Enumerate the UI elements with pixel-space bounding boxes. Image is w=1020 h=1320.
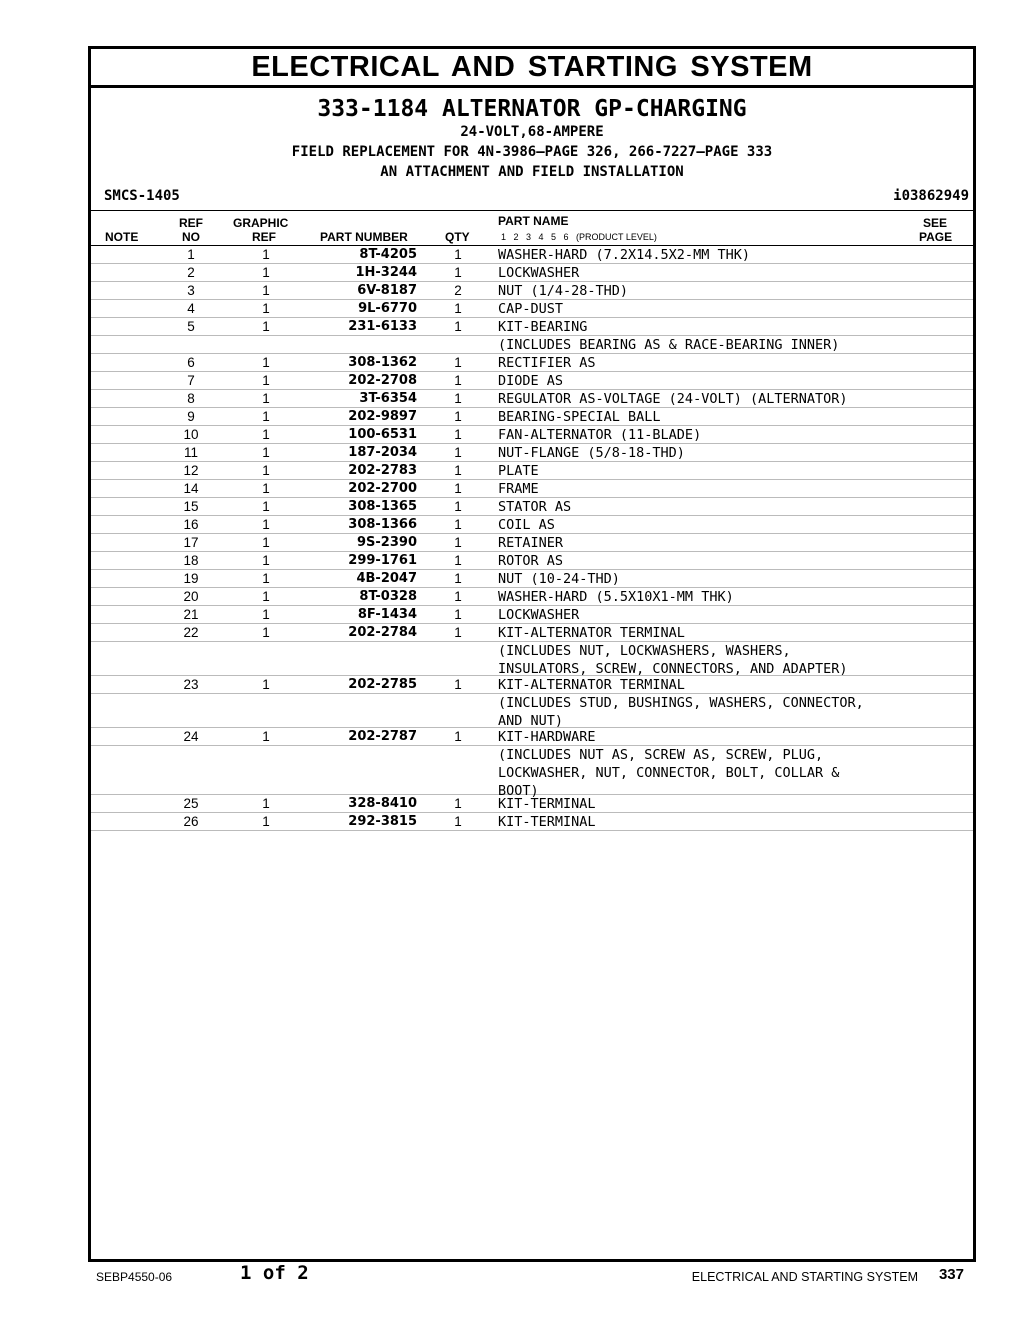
table-row bbox=[91, 462, 973, 480]
part-name: DIODE AS bbox=[498, 373, 564, 389]
col-ref-bottom: NO bbox=[182, 230, 200, 244]
page-frame bbox=[88, 46, 976, 1262]
part-number: 9S-2390 bbox=[357, 535, 417, 550]
ref-no: 12 bbox=[183, 463, 199, 478]
graphic-ref: 1 bbox=[262, 553, 270, 568]
meta-row bbox=[91, 186, 973, 211]
col-see-bottom: PAGE bbox=[919, 230, 953, 244]
part-number: 202-2783 bbox=[348, 463, 417, 478]
table-row bbox=[91, 246, 973, 264]
quantity: 2 bbox=[454, 283, 462, 298]
table-row-note bbox=[91, 694, 973, 728]
table-row bbox=[91, 354, 973, 372]
table-row bbox=[91, 480, 973, 498]
part-name: NUT (10-24-THD) bbox=[498, 571, 620, 587]
graphic-ref: 1 bbox=[262, 391, 270, 406]
part-number: 202-2784 bbox=[348, 625, 417, 640]
graphic-ref: 1 bbox=[262, 677, 270, 692]
part-number: 328-8410 bbox=[348, 796, 417, 811]
quantity: 1 bbox=[454, 625, 462, 640]
part-number: 1H-3244 bbox=[355, 265, 417, 280]
part-number: 308-1366 bbox=[348, 517, 417, 532]
part-name: (INCLUDES BEARING AS & RACE-BEARING INNER) bbox=[498, 337, 840, 353]
part-number: 8F-1434 bbox=[357, 607, 417, 622]
part-number: 6V-8187 bbox=[357, 283, 417, 298]
table-row bbox=[91, 588, 973, 606]
table-row-note bbox=[91, 746, 973, 799]
graphic-ref: 1 bbox=[262, 355, 270, 370]
quantity: 1 bbox=[454, 355, 462, 370]
ref-no: 18 bbox=[183, 553, 199, 568]
part-name: LOCKWASHER bbox=[498, 607, 580, 623]
graphic-ref: 1 bbox=[262, 499, 270, 514]
quantity: 1 bbox=[454, 796, 462, 811]
ref-no: 16 bbox=[183, 517, 199, 532]
part-name: RETAINER bbox=[498, 535, 564, 551]
part-number: 202-2785 bbox=[348, 677, 417, 692]
parts-table bbox=[91, 246, 973, 831]
table-row bbox=[91, 795, 973, 813]
graphic-ref: 1 bbox=[262, 625, 270, 640]
installation-line: AN ATTACHMENT AND FIELD INSTALLATION bbox=[380, 164, 684, 180]
part-name: NUT-FLANGE (5/8-18-THD) bbox=[498, 445, 685, 461]
section-title: ELECTRICAL AND STARTING SYSTEM bbox=[251, 51, 813, 83]
ref-no: 22 bbox=[183, 625, 199, 640]
ref-no: 20 bbox=[183, 589, 199, 604]
graphic-ref: 1 bbox=[262, 535, 270, 550]
col-part-name: PART NAME bbox=[498, 214, 569, 228]
part-name: BEARING-SPECIAL BALL bbox=[498, 409, 661, 425]
part-number: 8T-0328 bbox=[359, 589, 417, 604]
ref-no: 19 bbox=[183, 571, 199, 586]
part-number: 231-6133 bbox=[348, 319, 417, 334]
quantity: 1 bbox=[454, 427, 462, 442]
part-number: 4B-2047 bbox=[356, 571, 417, 586]
graphic-ref: 1 bbox=[262, 814, 270, 829]
footer-page-of: 1 of 2 bbox=[240, 1262, 309, 1284]
table-row bbox=[91, 408, 973, 426]
table-row bbox=[91, 444, 973, 462]
quantity: 1 bbox=[454, 319, 462, 334]
col-see-top: SEE bbox=[923, 216, 948, 230]
quantity: 1 bbox=[454, 553, 462, 568]
part-number: 299-1761 bbox=[348, 553, 417, 568]
part-name: FRAME bbox=[498, 481, 539, 497]
table-row bbox=[91, 300, 973, 318]
document-id: i03862949 bbox=[893, 188, 969, 204]
graphic-ref: 1 bbox=[262, 796, 270, 811]
part-number: 100-6531 bbox=[348, 427, 417, 442]
part-name: KIT-TERMINAL bbox=[498, 814, 596, 830]
replacement-line: FIELD REPLACEMENT FOR 4N-3986—PAGE 326, 266-7227—PAGE 333 bbox=[291, 144, 773, 160]
footer-section: ELECTRICAL AND STARTING SYSTEM bbox=[691, 1270, 918, 1284]
part-number: 202-9897 bbox=[348, 409, 417, 424]
graphic-ref: 1 bbox=[262, 463, 270, 478]
ref-no: 15 bbox=[183, 499, 199, 514]
part-name: PLATE bbox=[498, 463, 539, 479]
quantity: 1 bbox=[454, 391, 462, 406]
col-graphic-bottom: REF bbox=[252, 230, 276, 244]
table-row bbox=[91, 516, 973, 534]
part-name: CAP-DUST bbox=[498, 301, 564, 317]
page-footer bbox=[88, 1262, 970, 1292]
quantity: 1 bbox=[454, 677, 462, 692]
quantity: 1 bbox=[454, 373, 462, 388]
ref-no: 26 bbox=[183, 814, 199, 829]
ref-no: 24 bbox=[183, 729, 199, 744]
part-name: STATOR AS bbox=[498, 499, 572, 515]
quantity: 1 bbox=[454, 729, 462, 744]
part-name: KIT-ALTERNATOR TERMINAL bbox=[498, 677, 685, 693]
group-title: 333-1184 ALTERNATOR GP-CHARGING bbox=[317, 96, 747, 122]
part-name: (INCLUDES STUD, BUSHINGS, WASHERS, CONNECTOR, AND NUT) bbox=[498, 695, 864, 729]
part-name: (INCLUDES NUT, LOCKWASHERS, WASHERS, INSULATORS, SCREW, CONNECTORS, AND ADAPTER) bbox=[498, 643, 848, 677]
part-name: NUT (1/4-28-THD) bbox=[498, 283, 629, 299]
graphic-ref: 1 bbox=[262, 571, 270, 586]
quantity: 1 bbox=[454, 571, 462, 586]
table-row bbox=[91, 606, 973, 624]
graphic-ref: 1 bbox=[262, 589, 270, 604]
ref-no: 2 bbox=[187, 265, 195, 280]
table-row bbox=[91, 624, 973, 642]
graphic-ref: 1 bbox=[262, 517, 270, 532]
part-name: KIT-HARDWARE bbox=[498, 729, 596, 745]
part-number: 292-3815 bbox=[348, 814, 417, 829]
quantity: 1 bbox=[454, 463, 462, 478]
graphic-ref: 1 bbox=[262, 265, 270, 280]
ref-no: 21 bbox=[183, 607, 199, 622]
part-number: 9L-6770 bbox=[358, 301, 417, 316]
ref-no: 3 bbox=[187, 283, 195, 298]
table-row bbox=[91, 390, 973, 408]
quantity: 1 bbox=[454, 607, 462, 622]
ref-no: 9 bbox=[187, 409, 195, 424]
graphic-ref: 1 bbox=[262, 607, 270, 622]
col-part-number: PART NUMBER bbox=[320, 230, 408, 244]
quantity: 1 bbox=[454, 409, 462, 424]
column-header bbox=[91, 211, 973, 246]
quantity: 1 bbox=[454, 481, 462, 496]
ref-no: 5 bbox=[187, 319, 195, 334]
quantity: 1 bbox=[454, 499, 462, 514]
table-row bbox=[91, 813, 973, 831]
col-ref-top: REF bbox=[179, 216, 203, 230]
part-number: 202-2787 bbox=[348, 729, 417, 744]
table-row bbox=[91, 426, 973, 444]
quantity: 1 bbox=[454, 265, 462, 280]
table-row-note bbox=[91, 336, 973, 354]
part-name: KIT-BEARING bbox=[498, 319, 588, 335]
graphic-ref: 1 bbox=[262, 481, 270, 496]
table-row bbox=[91, 534, 973, 552]
part-name: LOCKWASHER bbox=[498, 265, 580, 281]
graphic-ref: 1 bbox=[262, 427, 270, 442]
quantity: 1 bbox=[454, 301, 462, 316]
footer-page-number: 337 bbox=[938, 1266, 964, 1283]
table-row bbox=[91, 498, 973, 516]
table-row bbox=[91, 552, 973, 570]
table-row-note bbox=[91, 642, 973, 676]
part-name: WASHER-HARD (5.5X10X1-MM THK) bbox=[498, 589, 734, 605]
part-name: (INCLUDES NUT AS, SCREW AS, SCREW, PLUG, LOCKWASHER, NUT, CONNECTOR, BOLT, COLLAR & BOOT) bbox=[498, 747, 840, 799]
ref-no: 7 bbox=[187, 373, 195, 388]
graphic-ref: 1 bbox=[262, 373, 270, 388]
part-number: 3T-6354 bbox=[359, 391, 417, 406]
part-number: 202-2708 bbox=[348, 373, 417, 388]
part-name: KIT-ALTERNATOR TERMINAL bbox=[498, 625, 685, 641]
table-row bbox=[91, 676, 973, 694]
table-row bbox=[91, 728, 973, 746]
part-name: COIL AS bbox=[498, 517, 555, 533]
table-row bbox=[91, 318, 973, 336]
table-row bbox=[91, 372, 973, 390]
table-row bbox=[91, 570, 973, 588]
quantity: 1 bbox=[454, 589, 462, 604]
table-row bbox=[91, 282, 973, 300]
part-name: FAN-ALTERNATOR (11-BLADE) bbox=[498, 427, 702, 443]
graphic-ref: 1 bbox=[262, 445, 270, 460]
graphic-ref: 1 bbox=[262, 283, 270, 298]
quantity: 1 bbox=[454, 445, 462, 460]
ref-no: 14 bbox=[183, 481, 199, 496]
ref-no: 23 bbox=[183, 677, 199, 692]
ref-no: 8 bbox=[187, 391, 195, 406]
quantity: 1 bbox=[454, 814, 462, 829]
part-number: 308-1362 bbox=[348, 355, 417, 370]
col-qty: QTY bbox=[445, 230, 470, 244]
quantity: 1 bbox=[454, 517, 462, 532]
graphic-ref: 1 bbox=[262, 409, 270, 424]
part-number: 202-2700 bbox=[348, 481, 417, 496]
quantity: 1 bbox=[454, 247, 462, 262]
part-number: 8T-4205 bbox=[359, 247, 417, 262]
part-name: ROTOR AS bbox=[498, 553, 564, 569]
ref-no: 17 bbox=[183, 535, 199, 550]
col-note: NOTE bbox=[105, 230, 139, 244]
spec-line: 24-VOLT,68-AMPERE bbox=[460, 124, 604, 140]
table-row bbox=[91, 264, 973, 282]
part-name: WASHER-HARD (7.2X14.5X2-MM THK) bbox=[498, 247, 750, 263]
col-product-level: 1 2 3 4 5 6 (PRODUCT LEVEL) bbox=[501, 232, 657, 242]
ref-no: 11 bbox=[183, 445, 198, 460]
part-number: 187-2034 bbox=[348, 445, 417, 460]
part-name: KIT-TERMINAL bbox=[498, 796, 596, 812]
footer-doc-number: SEBP4550-06 bbox=[96, 1270, 173, 1284]
ref-no: 25 bbox=[183, 796, 199, 811]
ref-no: 1 bbox=[187, 247, 195, 262]
quantity: 1 bbox=[454, 535, 462, 550]
part-name: REGULATOR AS-VOLTAGE (24-VOLT) (ALTERNATOR) bbox=[498, 391, 848, 407]
col-graphic-top: GRAPHIC bbox=[233, 216, 289, 230]
part-number: 308-1365 bbox=[348, 499, 417, 514]
graphic-ref: 1 bbox=[262, 729, 270, 744]
section-title-bar bbox=[91, 49, 973, 88]
graphic-ref: 1 bbox=[262, 247, 270, 262]
ref-no: 10 bbox=[183, 427, 199, 442]
part-name: RECTIFIER AS bbox=[498, 355, 596, 371]
smcs-code: SMCS-1405 bbox=[104, 188, 180, 204]
graphic-ref: 1 bbox=[262, 301, 270, 316]
graphic-ref: 1 bbox=[262, 319, 270, 334]
ref-no: 4 bbox=[187, 301, 195, 316]
ref-no: 6 bbox=[187, 355, 195, 370]
